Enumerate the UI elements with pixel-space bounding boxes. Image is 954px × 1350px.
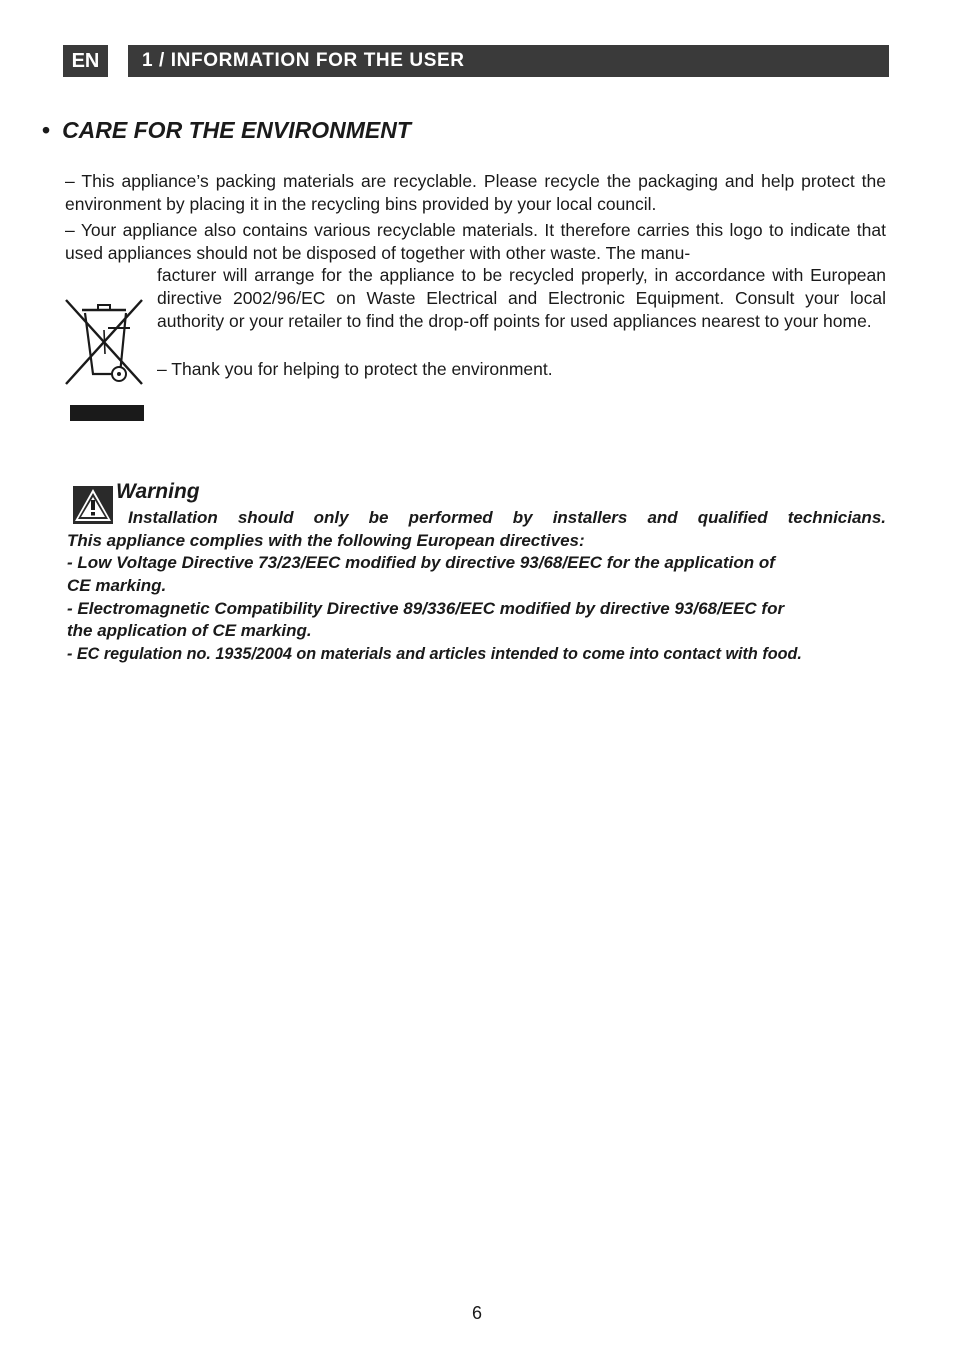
warning-line-food-contact: - EC regulation no. 1935/2004 on materials and articles intended to come into contact with food.: [67, 645, 802, 663]
thank-you-paragraph: – Thank you for helping to protect the environment.: [157, 359, 553, 379]
warning-line-directives: This appliance complies with the following European directives:: [67, 531, 585, 550]
title-bullet: •: [42, 117, 51, 143]
warning-line-emc: - Electromagnetic Compatibility Directive 89/336/EEC modified by directive 93/68/EEC for: [67, 599, 785, 618]
section-header-bar: [128, 45, 889, 77]
packaging-paragraph: – This appliance’s packing materials are recyclable. Please recycle the packaging and help protect the environment by placing it in the recycling bins provided by your local council.: [65, 171, 886, 214]
warning-title: Warning: [116, 480, 200, 503]
warning-line-installation: Installation should only be performed by installers and qualified technicians.: [128, 508, 886, 527]
crossed-out-wheelie-bin-icon: [64, 296, 146, 424]
warning-line-emc-ce: the application of CE marking.: [67, 621, 312, 640]
page-number: 6: [471, 1303, 482, 1323]
section-title-text: CARE FOR THE ENVIRONMENT: [62, 117, 411, 143]
language-badge: EN: [63, 45, 108, 77]
warning-line-low-voltage: - Low Voltage Directive 73/23/EEC modified by directive 93/68/EEC for the application of: [67, 553, 775, 572]
section-title: [42, 117, 411, 144]
section-header-title: 1 / INFORMATION FOR THE USER: [142, 50, 465, 71]
recyclable-materials-paragraph: – Your appliance also contains various recyclable materials. It therefore carries this logo to indicate that used appliances should not be disposed of together with other waste. The manu-: [65, 220, 886, 263]
directive-paragraph: facturer will arrange for the appliance to be recycled properly, in accordance with European directive 2002/96/EC on Waste Electrical and Electronic Equipment. Consult your local authority or your retailer to find the drop-off points for used appliances nearest to your home.: [157, 265, 886, 331]
warning-line-ce-marking: CE marking.: [67, 576, 167, 595]
warning-triangle-icon: [73, 486, 113, 524]
